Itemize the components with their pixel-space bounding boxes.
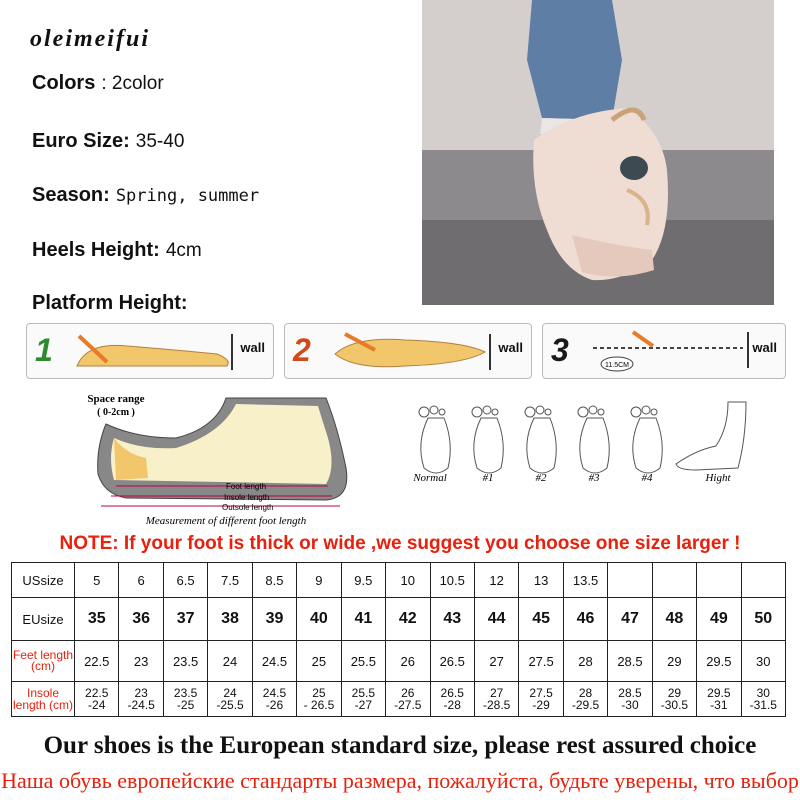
space-range-label: Space range [87,393,145,405]
foot-type-hight [676,402,746,470]
insole-min: 30 [756,686,770,700]
size-cell: 26.5 [430,641,474,682]
insole-max: -25.5 [216,698,244,712]
size-cell [608,682,652,717]
spec-colors-value: : 2color [101,73,164,94]
size-cell: 13.5 [563,563,607,598]
size-cell: 50 [741,598,785,641]
size-cell: 35 [75,598,119,641]
step-number: 3 [551,332,569,368]
insole-max: -24 [88,698,106,712]
size-cell: 29 [652,641,696,682]
size-cell [297,682,341,717]
size-cell [519,682,563,717]
insole-min: 26.5 [440,686,464,700]
row-header-feet: Feet length (cm) [12,641,75,682]
insole-min: 25.5 [351,686,376,700]
size-cell: 47 [608,598,652,641]
size-cell [652,682,696,717]
insole-max: -26 [265,698,284,712]
size-cell [119,682,163,717]
step-number: 1 [35,332,53,368]
size-chart-table [11,562,786,717]
spec-season-label: Season: [32,184,110,206]
size-cell [75,682,119,717]
size-cell: 28 [563,641,607,682]
size-cell: 7.5 [208,563,252,598]
insole-max: -27.5 [394,698,422,712]
spec-heel [32,239,202,262]
insole-length-row [12,682,786,717]
spec-platform-label: Platform Height: [32,292,188,314]
size-cell: 23.5 [163,641,207,682]
size-cell: 40 [297,598,341,641]
size-cell: 46 [563,598,607,641]
insole-max: -28 [443,698,461,712]
spec-season-value: Spring, summer [115,186,260,206]
measure-steps [26,323,784,379]
foot-side-icon [67,332,237,372]
insole-max: -31 [710,698,728,712]
ruler-icon [583,330,753,374]
insole-min: 23.5 [173,686,198,700]
foot-type-3 [578,406,609,473]
measure-step-2 [284,323,532,379]
spec-colors-label: Colors [32,72,96,94]
size-cell: 28.5 [608,641,652,682]
row-header-eu: EUsize [12,598,75,641]
size-cell: 25.5 [341,641,385,682]
spec-size-value: 35-40 [135,131,185,152]
measure-step-1 [26,323,274,379]
size-cell: 30 [741,641,785,682]
step-number: 2 [293,332,311,368]
spec-heel-label: Heels Height: [32,239,160,261]
footer-russian: Наша обувь европейские стандарты размера, пожалуйста, будьте уверены, что выбор [1,768,799,793]
insole-min: 22.5 [85,686,109,700]
insole-min: 26 [401,686,415,700]
measure-step-3 [542,323,786,379]
wall-label: wall [498,340,523,355]
size-cell [252,682,296,717]
ruler-length-label: 11.5CM [605,362,629,369]
spec-season [32,184,259,207]
insole-max: -30 [621,698,639,712]
size-cell [208,682,252,717]
size-cell: 26 [386,641,430,682]
row-header-us: USsize [12,563,75,598]
size-cell: 8.5 [252,563,296,598]
size-cell [741,563,785,598]
footer-english: Our shoes is the European standard size, please rest assured choice [43,732,757,759]
insole-min: 28.5 [618,686,642,700]
size-cell: 24 [208,641,252,682]
insole-min: 28 [578,686,593,700]
size-cell: 23 [119,641,163,682]
size-cell: 9.5 [341,563,385,598]
insole-min: 24 [223,686,237,700]
size-cell: 36 [119,598,163,641]
product-photo [422,0,774,305]
row-header-insole: Insole length (cm) [12,682,75,717]
size-cell [563,682,607,717]
wall-label: wall [240,340,265,355]
foot-type-label: #2 [535,472,547,484]
insole-min: 24.5 [262,686,287,700]
size-cell: 9 [297,563,341,598]
foot-type-label: Hight [705,472,731,484]
foot-diagrams [56,388,766,528]
size-cell [697,563,741,598]
size-cell: 29.5 [697,641,741,682]
size-cell: 27.5 [519,641,563,682]
size-cell: 37 [163,598,207,641]
foot-diagram-svg [56,388,766,528]
brand-logo: oleimeifui [30,26,150,52]
spec-size-label: Euro Size: [32,130,130,152]
size-cell: 13 [519,563,563,598]
size-cell: 6 [119,563,163,598]
size-cell [474,682,518,717]
size-cell: 6.5 [163,563,207,598]
space-range-value: ( 0-2cm ) [97,407,135,418]
size-cell: 24.5 [252,641,296,682]
foot-type-normal [419,406,450,473]
spec-platform [32,292,188,315]
size-cell: 39 [252,598,296,641]
us-size-row [12,563,786,598]
foot-type-2 [525,406,556,473]
insole-max: -30.5 [660,698,689,712]
size-cell [430,682,474,717]
size-cell: 10 [386,563,430,598]
size-cell: 12 [474,563,518,598]
insole-max: -25 [176,698,195,712]
size-cell: 25 [297,641,341,682]
size-cell: 41 [341,598,385,641]
size-cell: 48 [652,598,696,641]
wall-label: wall [752,340,777,355]
insole-length-label: Insole length [224,493,270,502]
foot-type-1 [472,406,503,473]
foot-type-label: Normal [413,472,447,484]
size-cell: 49 [697,598,741,641]
size-cell: 42 [386,598,430,641]
eu-size-row [12,598,786,641]
insole-min: 23 [134,686,148,700]
insole-min: 25 [312,686,326,700]
insole-min: 29.5 [707,686,731,700]
foot-type-label: #4 [641,472,653,484]
foot-type-label: #3 [588,472,600,484]
size-cell: 10.5 [430,563,474,598]
insole-max: -31.5 [749,698,777,712]
insole-max: -29.5 [571,698,600,712]
spec-colors [32,72,164,95]
foot-length-label: Foot length [226,482,267,491]
insole-max: -27 [354,698,373,712]
feet-length-row [12,641,786,682]
insole-max: -28.5 [482,698,511,712]
size-cell [163,682,207,717]
outsole-length-label: Outsole length [222,503,274,512]
insole-max: -29 [532,698,550,712]
size-cell [341,682,385,717]
insole-max: -24.5 [127,698,155,712]
foot-type-label: #1 [482,472,494,484]
insole-max: - 26.5 [303,698,335,712]
spec-heel-value: 4cm [165,240,202,261]
size-cell [608,563,652,598]
size-cell [741,682,785,717]
insole-min: 27.5 [529,686,553,700]
size-cell: 45 [519,598,563,641]
size-cell: 5 [75,563,119,598]
insole-min: 29 [667,686,682,700]
foot-type-4 [631,406,662,473]
insole-min: 27 [489,686,504,700]
size-cell [652,563,696,598]
size-cell: 38 [208,598,252,641]
size-cell: 22.5 [75,641,119,682]
size-cell: 43 [430,598,474,641]
size-cell [697,682,741,717]
foot-top-icon [325,332,495,372]
spec-size [32,130,184,153]
size-cell [386,682,430,717]
size-note: NOTE: If your foot is thick or wide ,we suggest you choose one size larger ! [59,533,741,554]
measurement-caption: Measurement of different foot length [145,515,307,527]
size-cell: 44 [474,598,518,641]
size-cell: 27 [474,641,518,682]
